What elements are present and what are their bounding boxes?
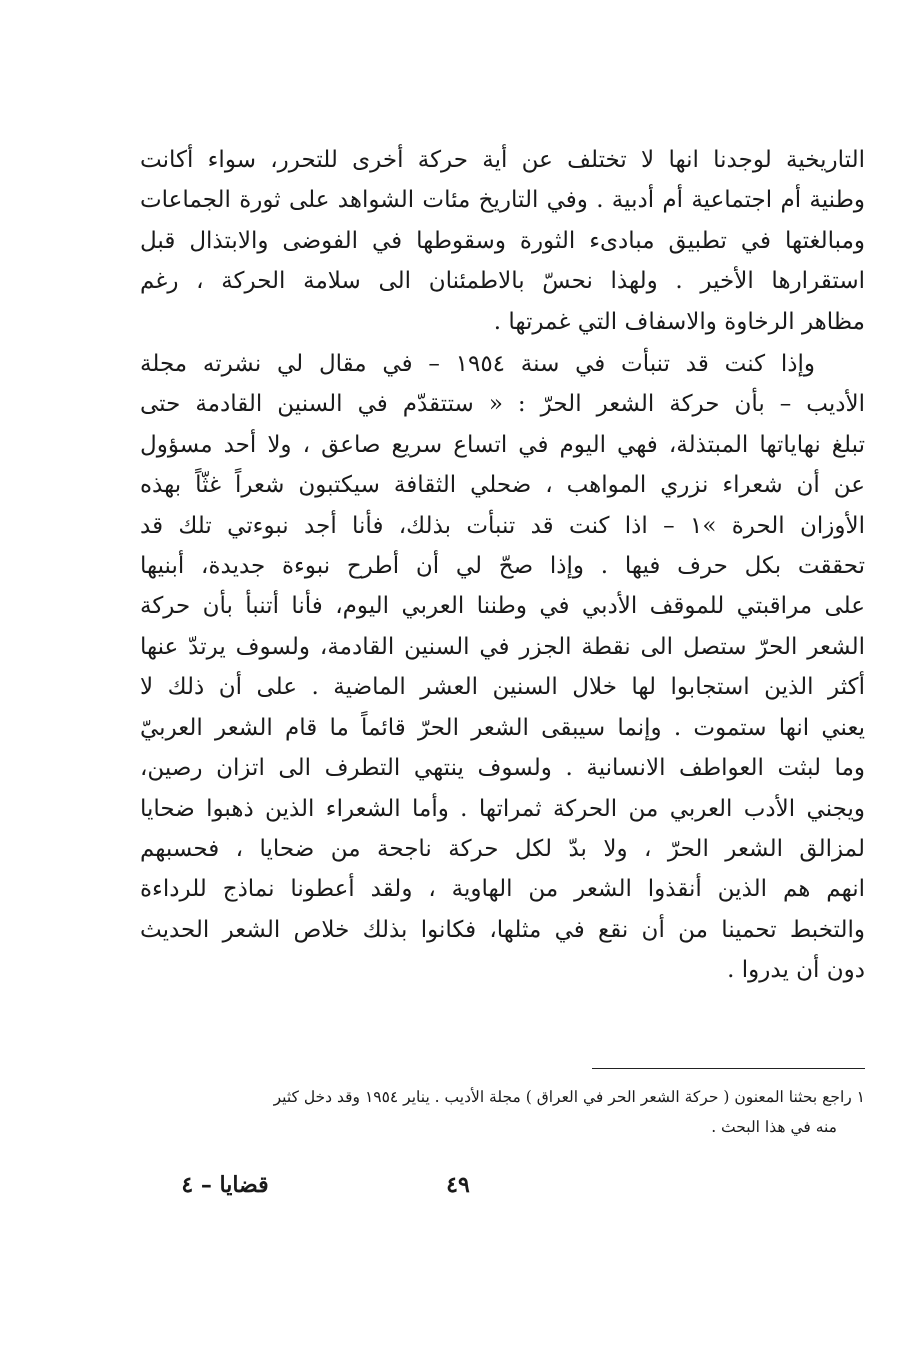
text-line: لمزالق الشعر الحرّ ، ولا بدّ لكل حركة ناجحة من ضحايا ، فحسبهم bbox=[140, 835, 865, 862]
text-line: على مراقبتي للموقف الأدبي في وطننا العربي اليوم، فأنا أتنبأ بأن حركة bbox=[140, 593, 865, 620]
text-line: التاريخية لوجدنا انها لا تختلف عن أية حركة أخرى للتحرر، سواء أكانت bbox=[140, 147, 865, 173]
text-line: انهم هم الذين أنقذوا الشعر من الهاوية ، ولقد أعطونا نماذج للرداءة bbox=[140, 876, 865, 903]
text-line: مظاهر الرخاوة والاسفاف التي غمرتها . bbox=[493, 308, 865, 335]
text-line: ومبالغتها في تطبيق مبادىء الثورة وسقوطها في الفوضى والابتذال قبل bbox=[140, 227, 865, 254]
text-line: عن أن شعراء نزري المواهب ، ضحلي الثقافة سيكتبون شعراً غثّاً بهذه bbox=[140, 472, 865, 499]
text-line: الأوزان الحرة »١ – اذا كنت قد تنبأت بذلك، فأنا أجد نبوءتي تلك قد bbox=[140, 512, 866, 539]
text-line: وطنية أم اجتماعية أم أدبية . وفي التاريخ مئات الشواهد على ثورة الجماعات bbox=[140, 187, 865, 214]
text-line: ويجني الأدب العربي من الحركة ثمراتها . وأما الشعراء الذين ذهبوا ضحايا bbox=[140, 795, 865, 822]
paragraph-2 bbox=[140, 344, 865, 991]
text-line: والتخبط تحمينا من أن نقع في مثلها، فكانوا بذلك خلاص الشعر الحديث bbox=[140, 916, 865, 943]
page-number: ٤٩ bbox=[446, 1172, 470, 1198]
text-line: الشعر الحرّ ستصل الى نقطة الجزر في السنين القادمة، ولسوف يرتدّ عنها bbox=[140, 633, 865, 660]
footnote bbox=[140, 1082, 865, 1142]
paragraph-1 bbox=[140, 140, 865, 342]
text-line: يعني انها ستموت . وإنما سيبقى الشعر الحرّ قائماً ما قام الشعر العربيّ bbox=[140, 714, 865, 741]
text-line: وما لبثت العواطف الانسانية . ولسوف ينتهي التطرف الى اتزان رصين، bbox=[140, 755, 865, 782]
text-line: تبلغ نهاياتها المبتذلة، فهي اليوم في اتساع سريع صاعق ، ولا أحد مسؤول bbox=[140, 431, 865, 458]
text-line: تحققت بكل حرف فيها . وإذا صحّ لي أن أطرح نبوءة جديدة، أبنيها bbox=[140, 553, 865, 580]
text-line: أكثر الذين استجابوا لها خلال السنين العشر الماضية . على أن ذلك لا bbox=[140, 674, 865, 701]
footnote-line: ١ راجع بحثنا المعنون ( حركة الشعر الحر في العراق ) مجلة الأديب . يناير ١٩٥٤ وقد دخل كثير bbox=[273, 1088, 865, 1106]
text-line: الأديب – بأن حركة الشعر الحرّ : « ستتقدّم في السنين القادمة حتى bbox=[140, 391, 865, 418]
text-line: دون أن يدروا . bbox=[727, 957, 865, 984]
footnote-line: منه في هذا البحث . bbox=[711, 1118, 837, 1136]
main-text bbox=[140, 140, 865, 991]
text-line: استقرارها الأخير . ولهذا نحسّ بالاطمئنان الى سلامة الحركة ، رغم bbox=[140, 268, 865, 295]
signature-mark: قضايا – ٤ bbox=[181, 1172, 269, 1198]
footnote-divider bbox=[592, 1068, 865, 1069]
text-line: وإذا كنت قد تنبأت في سنة ١٩٥٤ – في مقال لي نشرته مجلة bbox=[140, 351, 815, 378]
